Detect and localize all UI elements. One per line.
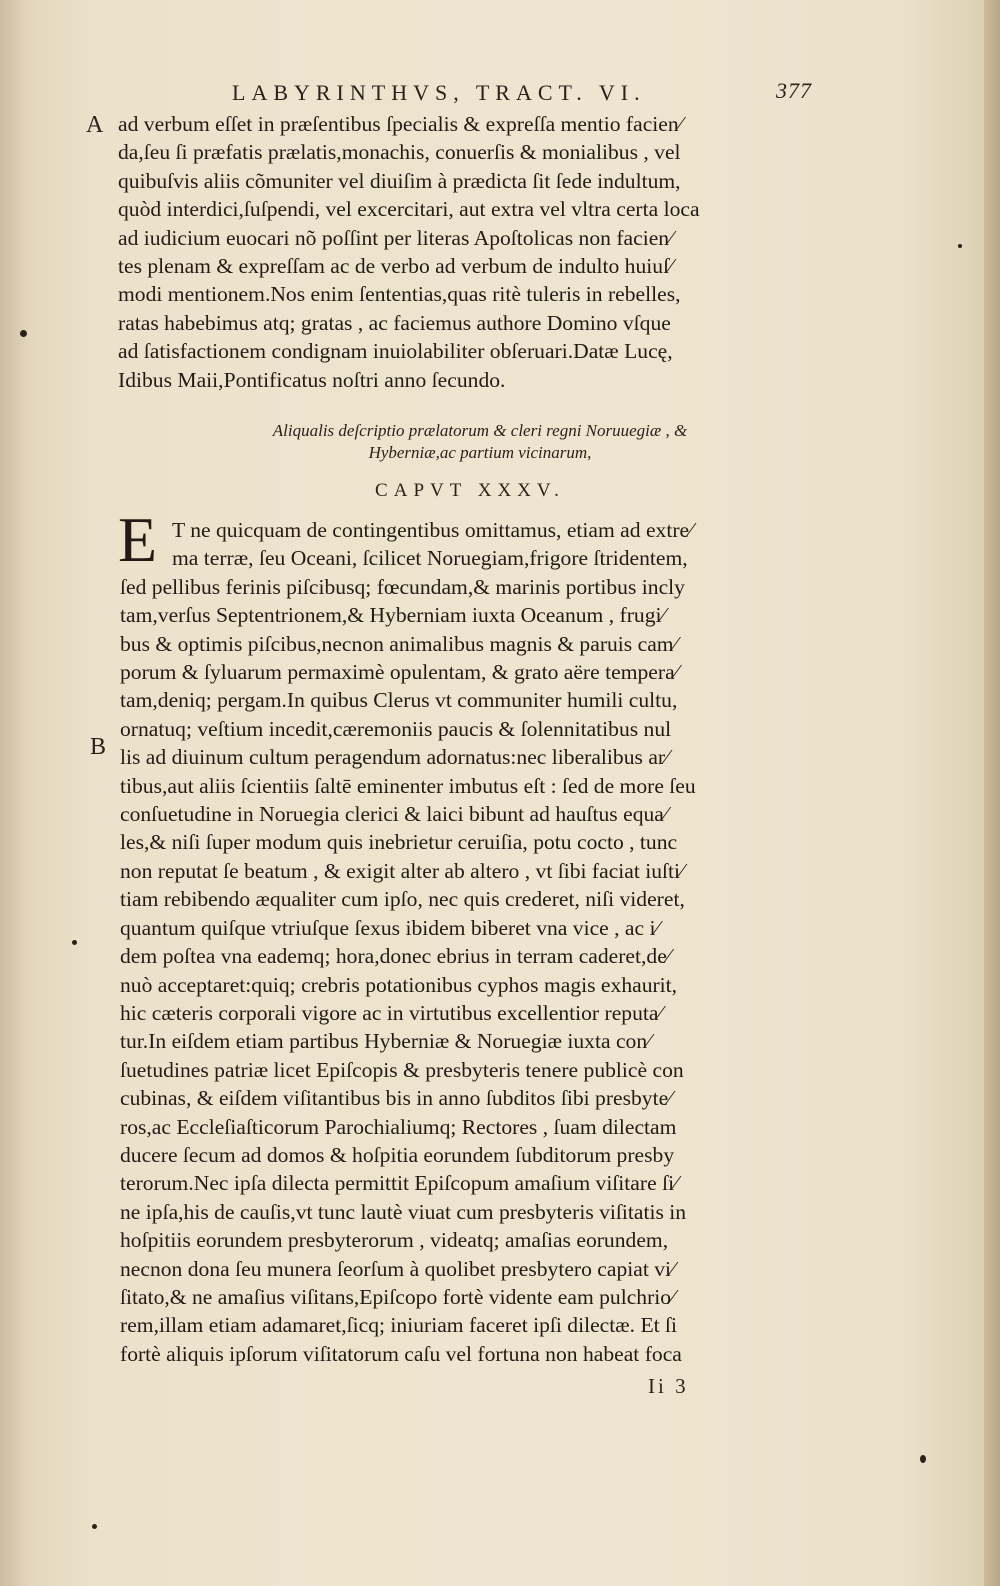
text-line: ducere ſecum ad domos & hoſpitia eorundem ſubditorum presby xyxy=(120,1142,675,1167)
text-line: ne ipſa,his de cauſis,vt tunc lautè viuat cum presbyteris viſitatis in xyxy=(120,1199,687,1224)
text-line: tiam rebibendo æqualiter cum ipſo, nec quis crederet, niſi videret, xyxy=(120,887,685,912)
text-line: conſuetudine in Noruegia clerici & laici bibunt ad hauſtus equa⁄ xyxy=(120,802,668,827)
text-line: tibus,aut aliis ſcientiis ſaltē eminenter imbutus eſt : ſed de more ſeu xyxy=(120,773,696,798)
text-line: hic cæteris corporali vigore ac in virtutibus excellentior reputa⁄ xyxy=(120,1000,663,1025)
text-line: ratas habebimus atq; gratas , ac faciemus authore Domino vſque xyxy=(118,310,671,335)
text-line: tam,verſus Septentrionem,& Hyberniam iuxta Oceanum , frugi⁄ xyxy=(120,603,666,628)
text-line: ad ſatisfactionem condignam inuiolabiliter obſeruari.Datæ Lucę, xyxy=(118,339,673,364)
running-head xyxy=(232,80,812,106)
chapter-number: CAPVT XXXV. xyxy=(375,480,565,501)
running-title: LABYRINTHVS, TRACT. VI. xyxy=(232,80,646,105)
text-line: necnon dona ſeu munera ſeorſum à quolibet presbytero capiat vi⁄ xyxy=(120,1256,675,1281)
text-line: quibuſvis aliis cõmuniter vel diuiſim à prædicta ſit ſede indultum, xyxy=(118,168,681,193)
text-line: ros,ac Eccleſiaſticorum Parochialiumq; Rectores , ſuam dilectam xyxy=(120,1114,677,1139)
text-line: ſed pellibus ferinis piſcibusq; fœcundam,& marinis portibus incly xyxy=(120,574,685,599)
text-line: quòd interdici,ſuſpendi, vel excercitari, aut extra vel vltra certa loca xyxy=(118,197,700,222)
text-line: ad verbum eſſet in præſentibus ſpecialis & expreſſa mentio facien⁄ xyxy=(118,112,683,136)
paragraph-letter-end xyxy=(118,110,814,394)
text-line: cubinas, & eiſdem viſitantibus bis in anno ſubditos ſibi presbyte⁄ xyxy=(120,1086,672,1111)
text-line: terorum.Nec ipſa dilecta permittit Epiſcopum amaſium viſitare ſi⁄ xyxy=(120,1171,678,1196)
text-line: Idibus Maii,Pontificatus noſtri anno ſecundo. xyxy=(118,367,506,392)
text-line: ſuetudines patriæ licet Epiſcopis & presbyteris tenere publicè con xyxy=(120,1057,684,1082)
paragraph-chapter-body xyxy=(120,516,814,1368)
signature-mark: Ii 3 xyxy=(648,1374,689,1398)
text-line: ad iudicium euocari nõ poſſint per literas Apoſtolicas non facien⁄ xyxy=(118,225,673,250)
text-line: rem,illam etiam adamaret,ſicq; iniuriam faceret ipſi dilectæ. Et ſi xyxy=(120,1313,678,1338)
chapter-description-line: Aliqualis deſcriptio prælatorum & cleri regni Noruuegiæ , & xyxy=(272,421,688,440)
text-line: T ne quicquam de contingentibus omittamus, etiam ad extre⁄ xyxy=(172,518,693,542)
text-line: quantum quiſque vtriuſque ſexus ibidem biberet vna vice , ac i⁄ xyxy=(120,915,660,940)
page-edge xyxy=(984,0,1000,1586)
text-line: hoſpitiis eorundem presbyterorum , videatq; amaſias eorundem, xyxy=(120,1228,669,1253)
text-line: bus & optimis piſcibus,necnon animalibus magnis & paruis cam⁄ xyxy=(120,631,678,656)
text-line: ſitato,& ne amaſius viſitans,Epiſcopo fortè vidente eam pulchrio⁄ xyxy=(120,1284,675,1309)
chapter-description-line: Hyberniæ,ac partium vicinarum, xyxy=(368,443,592,462)
chapter-description xyxy=(230,420,730,464)
text-line: fortè aliquis ipſorum viſitatorum caſu vel fortuna non habeat foca xyxy=(120,1341,682,1366)
text-line: porum & ſyluarum permaximè opulentam, & grato aëre tempera⁄ xyxy=(120,660,679,685)
text-line: nuò acceptaret:quiq; crebris potationibus cyphos magis exhaurit, xyxy=(120,972,678,997)
text-line: tes plenam & expreſſam ac de verbo ad verbum de indulto huiuſ⁄ xyxy=(118,254,673,279)
text-line: tam,deniq; pergam.In quibus Clerus vt communiter humili cultu, xyxy=(120,688,678,713)
text-line: ma terræ, ſeu Oceani, ſcilicet Noruegiam,frigore ſtridentem, xyxy=(172,546,688,571)
text-line: da,ſeu ſi præfatis prælatis,monachis, conuerſis & monialibus , vel xyxy=(118,140,681,165)
page-number: 377 xyxy=(776,78,812,103)
margin-letter-b: B xyxy=(90,734,107,760)
text-line: tur.In eiſdem etiam partibus Hyberniæ & Noruegiæ iuxta con⁄ xyxy=(120,1029,651,1054)
margin-letter-a: A xyxy=(86,112,104,138)
text-line: les,& niſi ſuper modum quis inebrietur ceruiſia, potu cocto , tunc xyxy=(120,830,678,855)
text-line: non reputat ſe beatum , & exigit alter ab altero , vt ſibi faciat iuſti⁄ xyxy=(120,858,684,883)
text-line: modi mentionem.Nos enim ſententias,quas ritè tuleris in rebelles, xyxy=(118,282,681,307)
text-line: dem poſtea vna eademq; hora,donec ebrius in terram caderet,de⁄ xyxy=(120,944,671,969)
drop-cap: E xyxy=(118,504,158,575)
text-line: lis ad diuinum cultum peragendum adornatus:nec liberalibus ar⁄ xyxy=(120,745,669,770)
text-line: ornatuq; veſtium incedit,cæremoniis paucis & ſolennitatibus nul xyxy=(120,716,672,741)
